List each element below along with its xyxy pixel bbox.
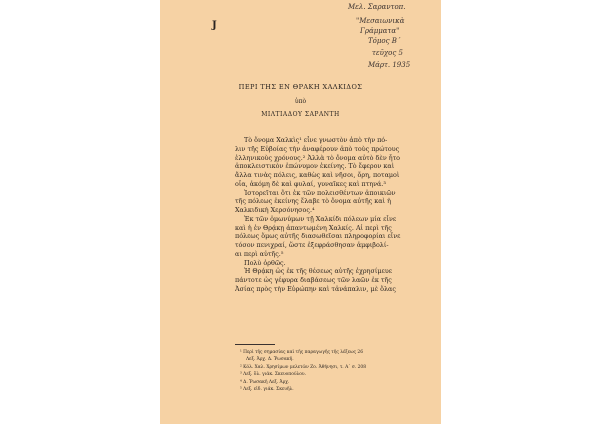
body-line: οἷα, ἀκόμη δὲ καὶ φυλαί, γυναῖκες καὶ πτηνά.³ [235,179,386,188]
body-line: Ἐκ τῶν ὁμωνύμων τῇ Χαλκίδι πόλεων μία εἶνε [244,214,397,223]
author-name: ΜΙΛΤΙΑΔΟΥ ΣΑΡΑΝΤΗ [261,111,340,118]
footnote-line: Λεξ. Ἀρχ. Δ. Ῥωσακῆ. [246,357,294,363]
body-line: Ἀσίας πρὸς τὴν Εὐρώπην καὶ τἀνάπαλιν, μὲ ὅλας [235,284,396,293]
body-line: λιν τῆς Εὐβοίας τὴν ἀναφέρουν ἀπὸ τοὺς πρώτους [235,144,400,153]
handwriting-line: "Μεσαιωνικὰ [356,17,405,25]
body-line: τῆς πόλεως ἐκείνης ἔλαβε τὸ ὄνομα αὐτῆς καὶ ἡ [235,197,391,206]
body-line: ἀποκλειστικὸν ἐπώνυμον ἐκείνης. Τὸ ἔφερον καὶ [235,162,395,171]
body-line: Ἱστορεῖται ὅτι ἐκ τῶν πολεισθέντων ἀποικιῶν [244,188,396,197]
handwriting-line: Γράμματα" [360,27,400,35]
body-line: τόσον πενιχραί, ὥστε ἐξεφράσθησαν ἀμφιβολί- [235,241,389,249]
body-line: καὶ ἡ ἐν Θρᾴκῃ ἀπαντωμένη Χαλκίς. Αἱ περὶ τῆς [235,223,392,232]
body-line: ἑλληνικοὺς χρόνους.² Ἀλλὰ τὸ ὄνομα αὐτὸ δὲν ἦτο [235,153,400,162]
body-line: Χαλκιδικὴ Χερσόνησος.⁴ [235,206,315,214]
byline-preposition: ὑπὸ [294,98,307,105]
body-line: Πολὺ ὀρθῶς. [244,258,286,267]
body-line: αι περὶ αὐτῆς.⁵ [235,249,284,258]
body-line: Ἡ Θρᾴκη ὡς ἐκ τῆς θέσεως αὐτῆς ἐχρησίμευε [244,267,393,276]
footnote-line: ³ Λεξ. ὅλ. γιάκ. Σκευοπούλου. [240,372,306,378]
footnote-line: ⁴ Δ. Ῥωσακῆ Λεξ. Ἀρχ. [240,379,290,385]
handwriting-line: Τόμος Β΄ [368,37,401,45]
page-number: J [212,20,217,31]
handwritten-annotation [346,2,438,78]
handwriting-line: Μάρτ. 1935 [368,61,411,69]
footnotes [240,349,405,393]
footnote-divider [235,344,275,345]
body-line: πόλεως ὅμως αὐτῆς διασωθεῖσαι πληροφορίαι εἶνε [235,232,401,241]
body-line: πάντοτε ὡς γέφυρα διαβάσεως τῶν λαῶν ἐκ τῆς [235,276,392,284]
footnote-line: ¹ Περὶ τῆς σημασίας καὶ τῆς παραγωγῆς τῆς λέξεως 26 [240,350,363,355]
body-line: Τὸ ὄνομα Χαλκὶς¹ εἶνε γνωστὸν ἀπὸ τὴν πό- [244,136,388,144]
handwriting-line: τεῦχος 5 [372,49,403,57]
footnote-line: ² Κόλ. Χαλ. Χρησίμων μελετῶν Ζο. Ἀθήνησι, τ. Α΄ σ. 208 [240,364,367,370]
scanned-page [160,0,441,424]
handwriting-line: Μελ. Σαραντοπ. [348,3,406,11]
footnote-line: ⁵ Λεξ. εἰδ. γιάκ. Σκευῆλ. [240,387,294,393]
body-line: ἄλλα τινὰς πόλεις, καθὼς καὶ νῆσοι, ὄρη, ποταμοὶ [235,171,400,179]
article-title: ΠΕΡΙ ΤΗΣ ΕΝ ΘΡΑΚΗ ΧΑΛΚΙΔΟΣ [238,83,363,91]
article-body [235,136,405,294]
